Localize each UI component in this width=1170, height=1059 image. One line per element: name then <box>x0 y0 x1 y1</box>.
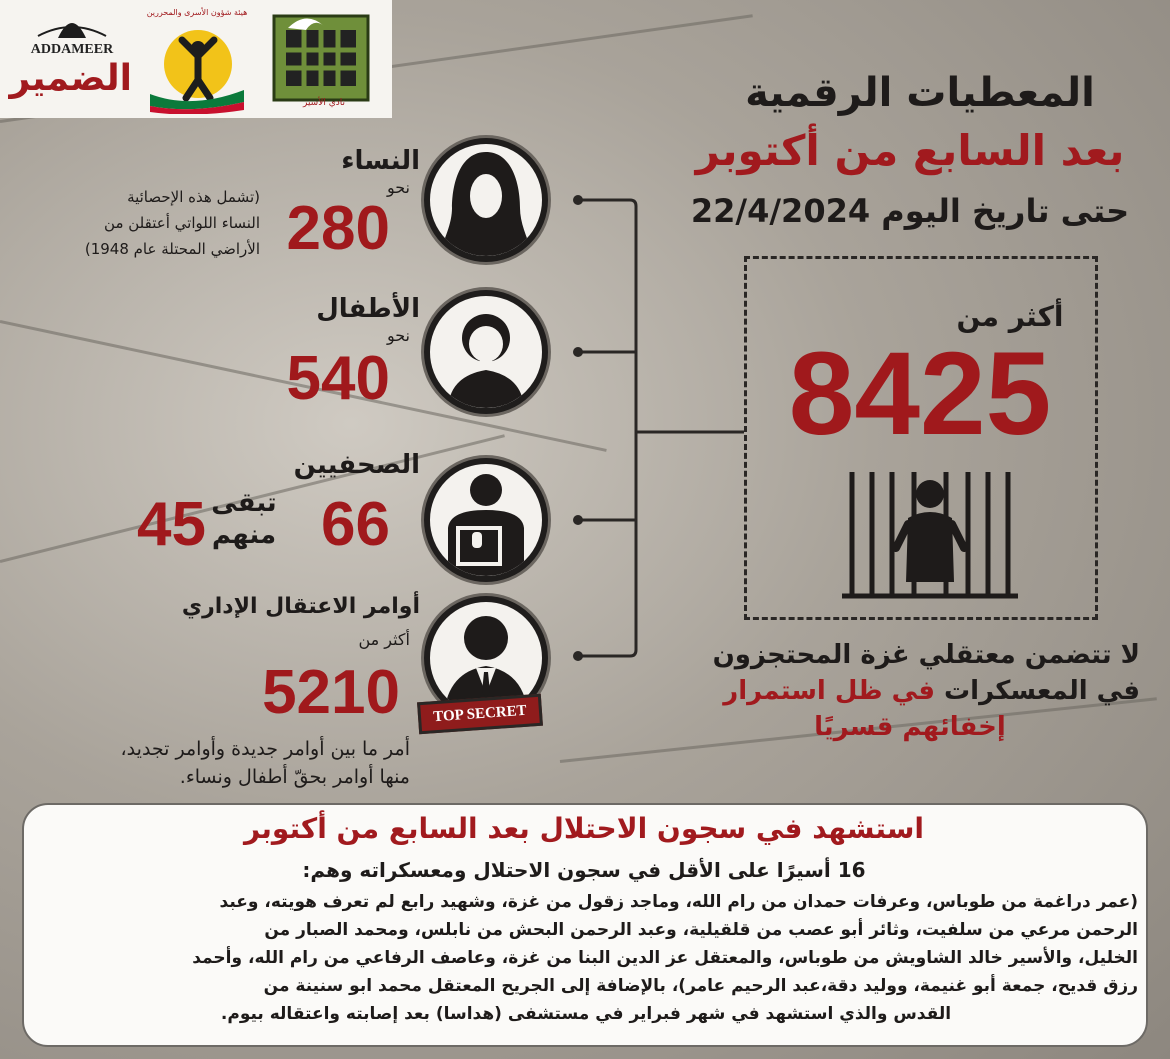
main-stat-prefix: أكثر من <box>956 300 1064 333</box>
women-label: النساء <box>341 146 420 176</box>
admin-detention-qualifier: أكثر من <box>358 630 410 649</box>
gaza-note-line-1: لا تتضمن معتقلي غزة المحتجزون <box>712 640 1140 670</box>
journalist-silhouette-icon <box>430 464 542 576</box>
admin-detention-label: أوامر الاعتقال الإداري <box>181 594 420 619</box>
commission-logo <box>142 8 252 112</box>
prisoners-club-logo <box>266 10 376 110</box>
connector-lines <box>540 180 760 700</box>
martyrs-panel-body-line-2: الرحمن مرعي من سلفيت، وثائر أبو عصب من قلقيلية، وعبد الرحمن البحش من نابلس، ومحمد الصبار من <box>264 920 1138 940</box>
connector-dot <box>573 651 583 661</box>
martyrs-panel-title: استشهد في سجون الاحتلال بعد السابع من أكتوبر <box>244 812 924 845</box>
main-stat-value: 8425 <box>788 328 1052 460</box>
women-note-line-2: النساء اللواتي أعتقلن من <box>104 214 260 232</box>
title-line-1: المعطيات الرقمية <box>745 70 1095 116</box>
journalists-remaining-label-2: منهم <box>211 520 277 550</box>
martyrs-panel-body-line-1: (عمر دراغمة من طوباس، وعرفات حمدان من رام الله، وماجد زقول من غزة، وشهيد رابع لم تعرف هويته، وعبد <box>219 892 1138 912</box>
children-qualifier: نحو <box>386 326 410 345</box>
journalists-circle <box>424 458 548 582</box>
women-note-line-3: الأراضي المحتلة عام 1948) <box>84 240 260 258</box>
admin-detention-value: 5210 <box>262 658 400 727</box>
gaza-note-line-2-dark: في المعسكرات <box>944 676 1140 706</box>
top-secret-stamp: TOP SECRET <box>417 694 543 735</box>
children-label: الأطفال <box>316 294 420 324</box>
journalists-remaining-value: 45 <box>137 490 206 559</box>
children-value: 540 <box>286 344 390 413</box>
connector-dot <box>573 515 583 525</box>
women-note-line-1: (تشمل هذه الإحصائية <box>127 188 260 206</box>
logo-strip <box>0 0 392 118</box>
commission-logo-text: هيئة شؤون الأسرى والمحررين <box>146 8 248 17</box>
child-silhouette-icon <box>430 296 542 408</box>
club-logo-text: نادي الأسير <box>302 98 346 108</box>
admin-detention-note-line-2: منها أوامر بحقّ أطفال ونساء. <box>179 766 410 788</box>
women-silhouette-icon <box>430 144 542 256</box>
journalists-value: 66 <box>321 490 390 559</box>
women-circle <box>424 138 548 262</box>
women-value: 280 <box>286 194 390 263</box>
martyrs-panel-subtitle: 16 أسيرًا على الأقل في سجون الاحتلال ومعسكراته وهم: <box>302 858 866 882</box>
children-circle <box>424 290 548 414</box>
connector-dot <box>573 195 583 205</box>
martyrs-panel-body-line-3: الخليل، والأسير خالد الشاويش من طوباس، والمعتقل عز الدين البنا من غزة، وعاصف الرفاعي من رام الله، وأحمد <box>192 948 1138 968</box>
addameer-arabic: الضمير <box>9 58 132 99</box>
date-line: حتى تاريخ اليوم 22/4/2024 <box>690 192 1130 230</box>
journalists-remaining-label-1: تبقى <box>211 488 277 518</box>
title-line-2: بعد السابع من أكتوبر <box>695 126 1125 175</box>
addameer-latin: ADDAMEER <box>30 42 114 57</box>
women-qualifier: نحو <box>386 178 410 197</box>
gaza-note-line-3: إخفائهم قسريًا <box>814 712 1006 742</box>
admin-detention-note-line-1: أمر ما بين أوامر جديدة وأوامر تجديد، <box>120 738 410 760</box>
journalists-label: الصحفيين <box>293 450 420 480</box>
gaza-note-line-2-red: في ظل استمرار <box>723 676 935 706</box>
martyrs-panel-body-line-4: رزق قديح، جمعة أبو غنيمة، ووليد دقة،عبد الرحيم عامر)، بالإضافة إلى الجريح المعتقل محمد ابو سنينة من <box>263 976 1138 996</box>
connector-dot <box>573 347 583 357</box>
addameer-logo <box>8 8 136 112</box>
prisoner-behind-bars-icon <box>842 464 1018 604</box>
martyrs-panel-body-line-5: القدس والذي استشهد في شهر فبراير في مستشفى (هداسا) بعد إصابته واعتقاله بيوم. <box>220 1004 952 1024</box>
